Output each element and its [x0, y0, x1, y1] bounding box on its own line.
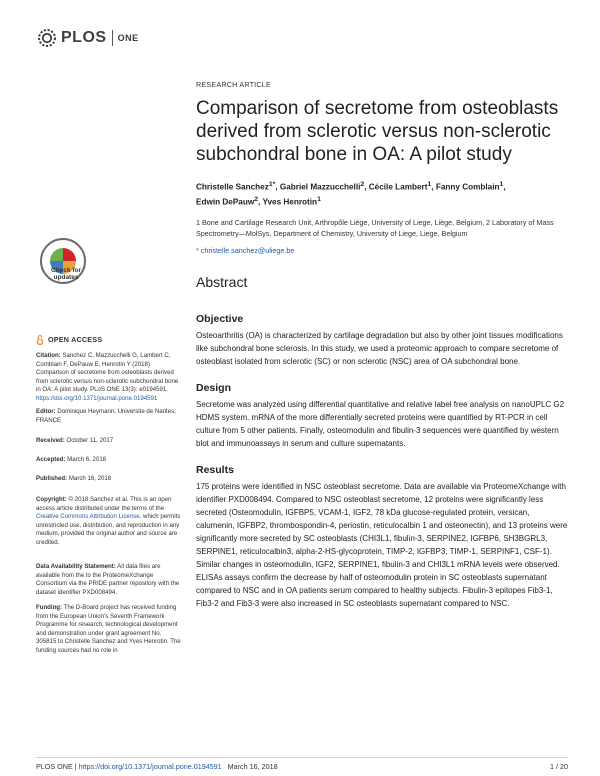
- section-heading: Design: [196, 382, 232, 395]
- accepted-date: Accepted: March 6, 2018: [36, 456, 107, 463]
- published-date: Published: March 16, 2018: [36, 475, 112, 482]
- author-name[interactable]: , Cécile Lambert: [364, 182, 428, 192]
- design-section: [196, 382, 568, 450]
- open-access-label: OPEN ACCESS: [36, 335, 182, 345]
- editor-block: Editor: Dominique Heymann, Universite de Nantes, FRANCE: [36, 408, 176, 424]
- license-link[interactable]: Creative Commons Attribution License: [36, 513, 140, 521]
- page-number: 1 / 20: [550, 762, 568, 771]
- results-section: [196, 464, 568, 610]
- check-for-updates-badge[interactable]: [36, 238, 90, 292]
- author-name[interactable]: , Yves Henrotin: [258, 197, 318, 207]
- funding-block: Funding: The D-Board project has received funding from the European Union's Seventh Framework Programme for research, technological development and demonstration under grant agreement No. 305815 to Christelle Sanchez and Yves Henrotin. The funding sources had no role in: [36, 604, 181, 654]
- received-date: Received: October 11, 2017: [36, 437, 114, 444]
- footer-citation: PLOS ONE | https://doi.org/10.1371/journal.pone.0194591 March 16, 2018: [36, 762, 278, 771]
- open-lock-icon: [36, 335, 44, 345]
- article-title: Comparison of secretome from osteoblasts derived from sclerotic versus non-sclerotic subchondral bone in OA: A pilot study: [196, 98, 559, 165]
- plos-logo[interactable]: [36, 27, 139, 49]
- author-name[interactable]: Christelle Sanchez: [196, 182, 269, 192]
- corresponding-email[interactable]: * christelle.sanchez@uliege.be: [196, 246, 295, 256]
- data-availability-block: Data Availability Statement: All data files are available from the to the ProteomeXchange Consortium via the PRIDE partner repository with the dataset identifier PXD008494.: [36, 563, 180, 596]
- plos-logo-icon: [36, 27, 58, 49]
- logo-divider: [112, 30, 113, 46]
- section-body: Secretome was analyzed using differential quantitative and relative label free analysis on nanoUPLC G2 HDMS system. mRNA of the more differentially secreted proteins were quantified by RT-PCR in cell culture from 5 other patients. Finally, osteomodulin and fibulin-3 sequences were quantified by western blot and immunoassays in serum and culture supernatants.: [196, 400, 565, 449]
- abstract-heading: Abstract: [196, 274, 248, 291]
- citation-block: Citation: Sanchez C, Mazzucchelli G, Lambert C, Comblain F, DePauw E, Henrotin Y (2018) Comparison of secretome from osteoblasts derived from sclerotic versus non-sclerotic subchondral bone in OA: A pilot study. PLoS ONE 13(3): e0194591. https://doi.org/10.1371/journal.pone.0194591: [36, 352, 179, 402]
- citation-doi-link[interactable]: https://doi.org/10.1371/journal.pone.0194591: [36, 394, 158, 402]
- logo-text: PLOS: [61, 29, 107, 46]
- author-list: Christelle Sanchez$^{1*}$, Gabriel Mazzucchelli$^2$, Cécile Lambert$^1$, Fanny Comblain$^1$, Edwin DePauw$^2$, Yves Henrotin$^1$: [196, 181, 506, 207]
- author-name[interactable]: , Fanny Comblain: [431, 182, 500, 192]
- section-body: 175 proteins were identified in NSC osteoblast secretome. Data are available via ProteomeXchange with identifier PXD008494. Compared to NSC osteoblast secretome, 12 proteins were significantly less secreted (Osteomodulin, IGFBP5, VCAM-1, IGF2, 78 kDa glucose-regulated protein, versican, calumenin, IGFBP2, thrombospondin-4, periostin, reticulocalbin 1 and osteonectin), and 13 proteins were significantly more secreted by SC osteoblasts (CHI3L1, fibulin-3, SERPINE2, IGFBP6, SH3BGRL3, SERPINE1, reticulocalbin3, alpha-2-HS-glycoprotein, TIMP-2, IGFBP3, TIMP-1, SERPINF1, CSF-1). Similar changes in osteomodulin, IGF2, SERPINE1, fibulin-3 and CHI3L1 mRNA levels were observed. ELISAs assays confirm the decrease by half of osteomodulin protein in SC osteoblasts supernatant compared to NSC and in OA patients serum compared to healthy subjects. Fibulin-3 epitopes Fib3-1, Fib3-2 and Fib3-3 were also increased in SC osteoblasts supernatant compared to NSC.: [196, 482, 568, 609]
- footer-doi-link[interactable]: https://doi.org/10.1371/journal.pone.0194591: [78, 762, 222, 771]
- footer-divider: [36, 757, 568, 758]
- page-footer: [36, 762, 568, 771]
- journal-label: ONE: [117, 33, 139, 43]
- section-body: Osteoarthritis (OA) is characterized by cartilage degradation but also by other joint tissues modifications like subchondral bone sclerosis. In this study, we used a proteomic approach to compare secretome of osteoblast isolated from sclerotic (SC) or non sclerotic (NSC) area of OA subchondral bone.: [196, 331, 563, 367]
- article-type: RESEARCH ARTICLE: [196, 80, 271, 89]
- main-column: [196, 80, 568, 610]
- section-heading: Objective: [196, 313, 244, 326]
- corresponding-mark: *: [272, 181, 276, 188]
- copyright-block: Copyright: © 2018 Sanchez et al. This is an open access article distributed under the terms of the Creative Commons Attribution License, which permits unrestricted use, distribution, and reproduction in any medium, provided the original author and source are credited.: [36, 496, 181, 546]
- affiliations: 1 Bone and Cartilage Research Unit, Arthropôle Liège, University of Liege, Liège, Belgium, 2 Laboratory of Mass Spectrometry—MolSys, Department of Chemistry, University of Liege, Liege, Belgium: [196, 218, 554, 239]
- objective-section: [196, 313, 568, 368]
- badge-label: Check for updates: [51, 267, 81, 281]
- section-heading: Results: [196, 464, 234, 477]
- author-name[interactable]: Edwin DePauw: [196, 197, 255, 207]
- author-name[interactable]: , Gabriel Mazzucchelli: [275, 182, 361, 192]
